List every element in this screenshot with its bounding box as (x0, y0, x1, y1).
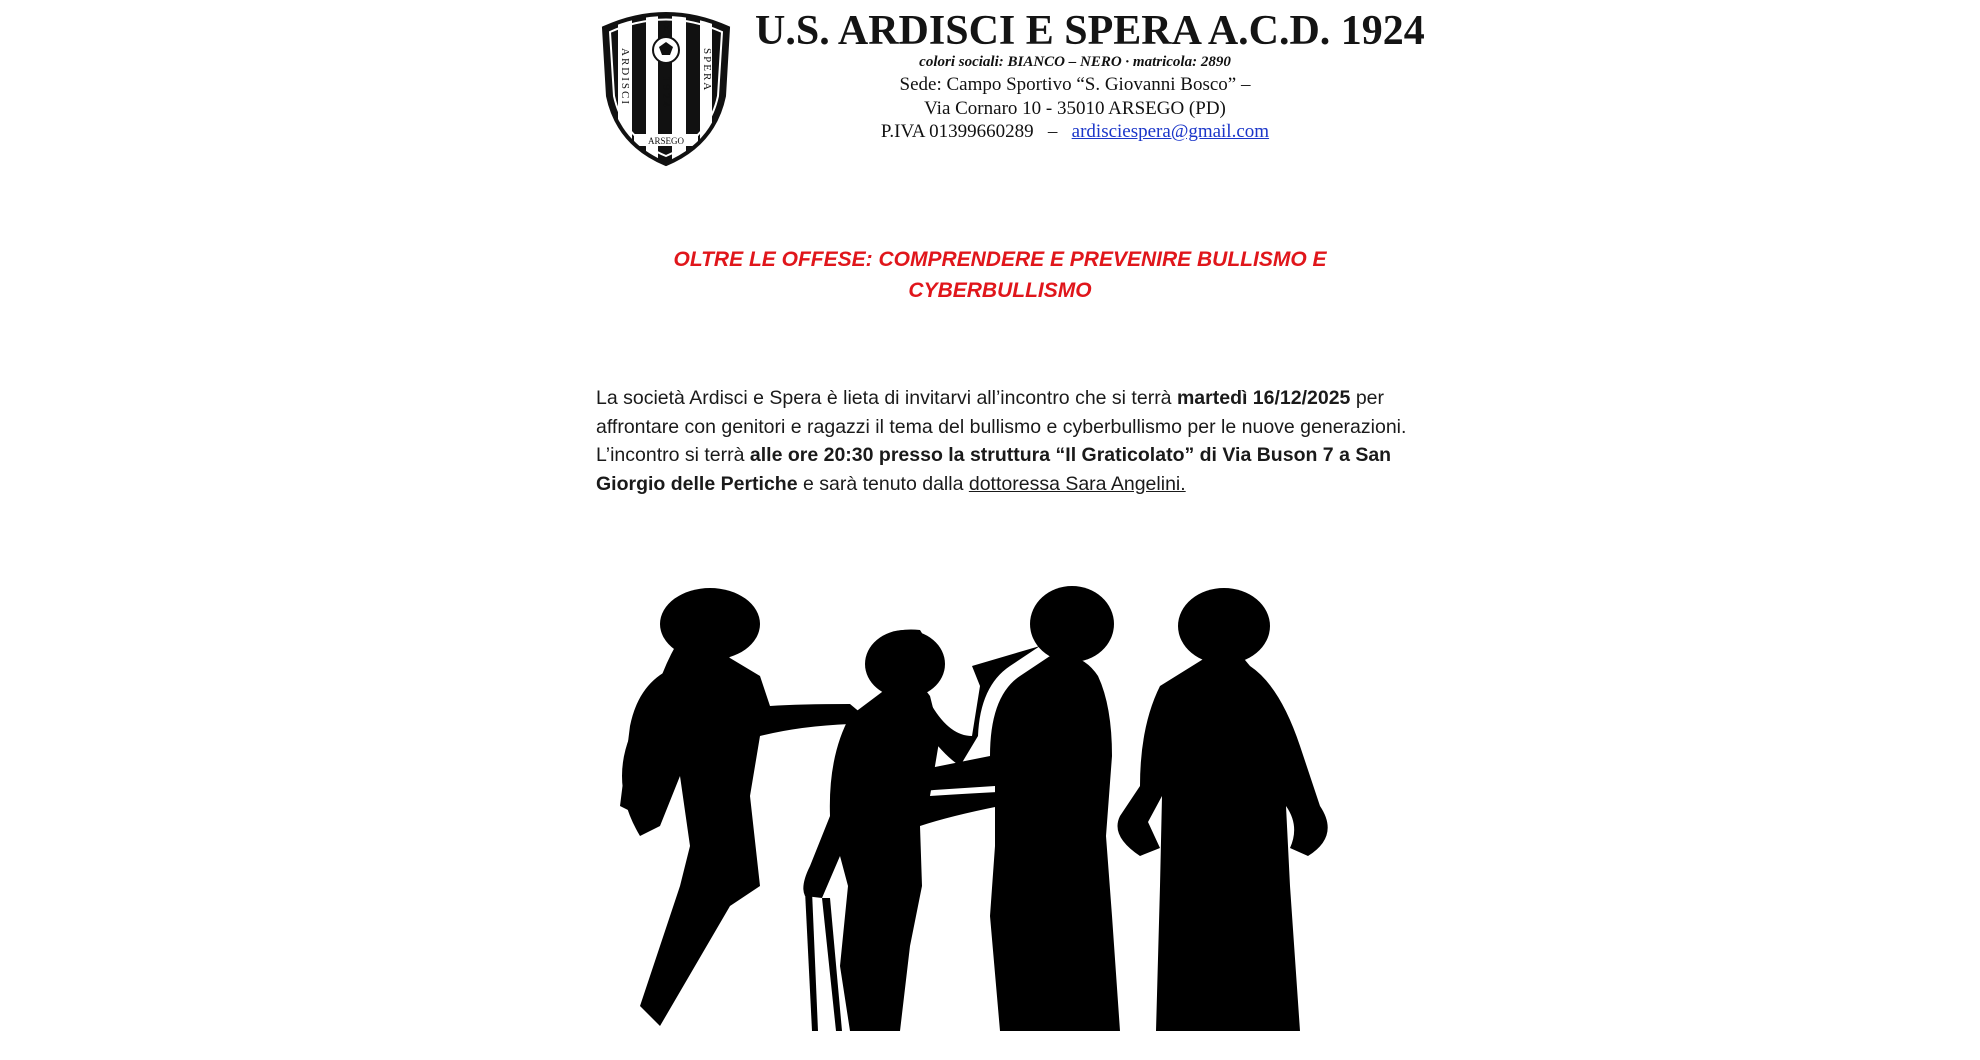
club-sede-line: Sede: Campo Sportivo “S. Giovanni Bosco” – (899, 74, 1251, 95)
club-colors-line: colori sociali: BIANCO – NERO · matricola: 2890 (919, 54, 1231, 70)
event-time-location: alle ore 20:30 presso la struttura “Il Graticolato” di Via Buson 7 a San Giorgio delle Pertiche (596, 444, 1392, 495)
invitation-paragraph-2 (596, 441, 1416, 498)
piva-number: P.IVA 01399660289 (880, 121, 1034, 142)
event-title-line-2: CYBERBULLISMO (908, 279, 1092, 302)
p1-text-a: La società Ardisci e Spera è lieta di invitarvi all’incontro che si terrà (596, 387, 1177, 409)
p1-text-b: per affrontare con genitori e ragazzi il tema del bullismo e cyberbullismo per le nuove generazioni. (596, 387, 1407, 438)
event-date: martedì 16/12/2025 (1176, 387, 1351, 409)
silhouette-figure-1 (620, 588, 862, 1026)
bullying-silhouette-illustration (600, 586, 1400, 1036)
email-link[interactable]: ardisciespera@gmail.com (1071, 121, 1270, 142)
invitation-body (596, 384, 1416, 498)
p2-text-a: L’incontro si terrà (596, 444, 750, 466)
silhouette-figure-2 (803, 630, 1000, 1031)
speaker-name: dottoressa Sara Angelini. (968, 472, 1186, 495)
crest-text-e: E (662, 24, 670, 35)
crest-text-left: ARDISCI (619, 48, 631, 107)
event-title (640, 244, 1360, 306)
contact-separator: – (1047, 121, 1058, 142)
crest-year: 1924 (660, 76, 672, 110)
crest-town: ARSEGO (647, 136, 685, 146)
silhouette-figure-4 (1118, 588, 1328, 1031)
club-address-line: Via Cornaro 10 - 35010 ARSEGO (PD) (924, 98, 1226, 119)
club-contact-line (755, 121, 1395, 143)
event-title-line-1: OLTRE LE OFFESE: COMPRENDERE E PREVENIRE BULLISMO E (673, 248, 1327, 271)
p2-text-b: e sarà tenuto dalla (797, 472, 969, 495)
club-crest-logo (596, 4, 736, 168)
invitation-paragraph-1 (596, 384, 1416, 441)
club-name: U.S. ARDISCI E SPERA A.C.D. 1924 (755, 8, 1425, 54)
crest-text-right: SPERA (701, 48, 713, 93)
